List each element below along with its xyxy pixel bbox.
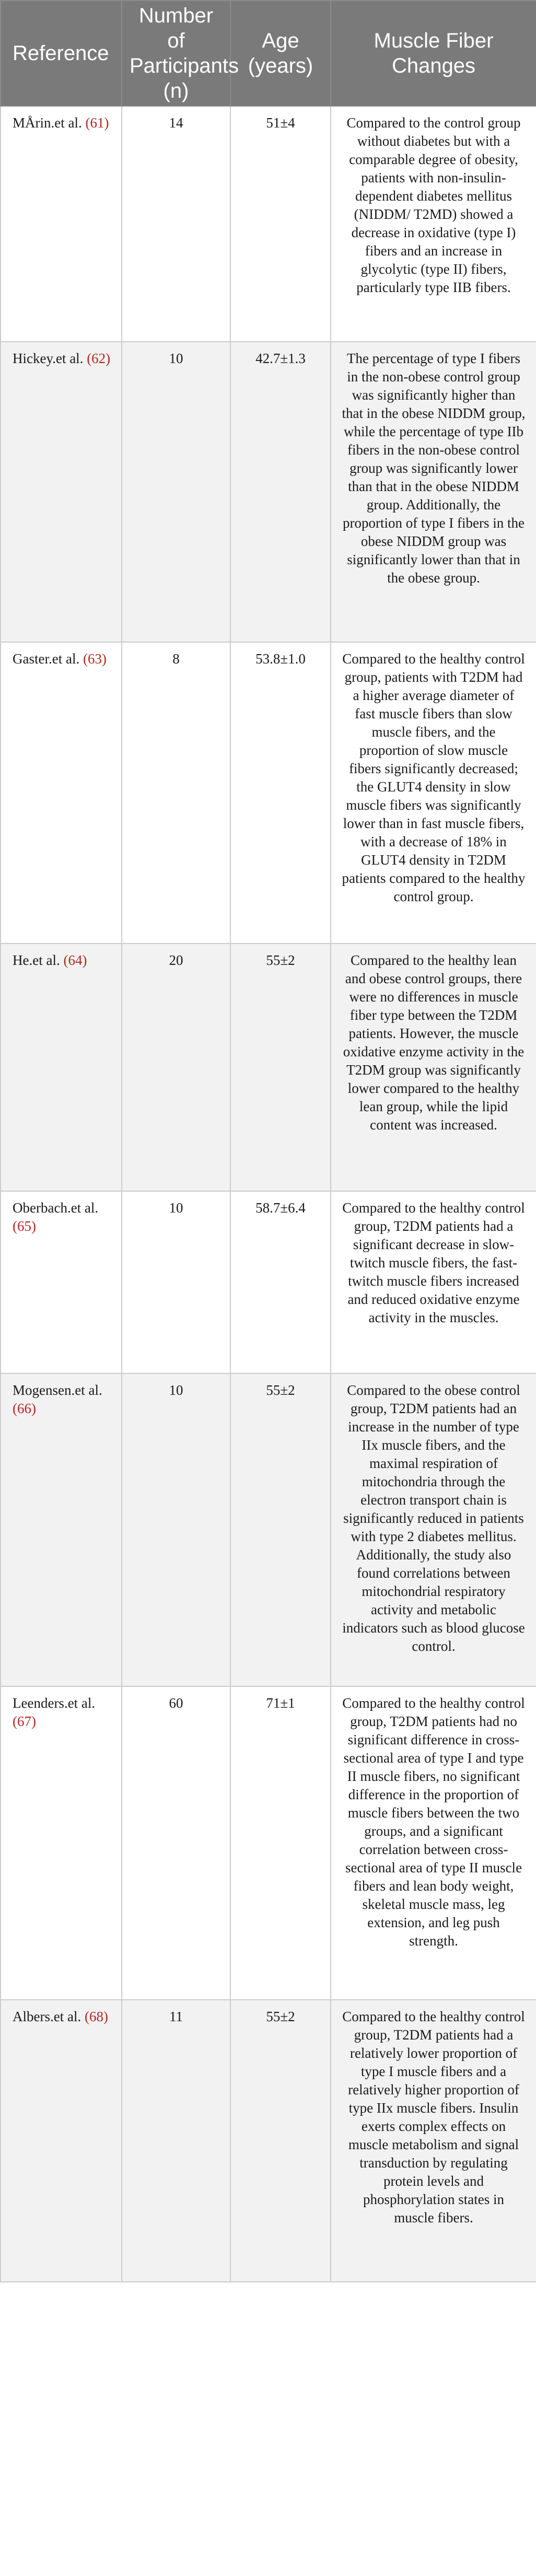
table-header: [1, 1, 536, 106]
fiber-changes-cell: Compared to the control group without diabetes but with a comparable degree of obesity, patients with non-insulin-dependent diabetes mellitus (NIDDM/ T2MD) showed a decrease in oxidative (type I) fibers and an increase in glycolytic (type II) fibers, particularly type IIB fibers.: [331, 106, 536, 342]
reference-cell: [1, 1373, 122, 1686]
header-participants: Number of Participants (n): [122, 1, 230, 106]
fiber-changes-cell: The percentage of type I fibers in the non-obese control group was significantly higher than that in the obese NIDDM group, while the percentage of type IIb fibers in the non-obese control group was significantly lower than that in the obese NIDDM group. Additionally, the proportion of type I fibers in the obese NIDDM group was significantly lower than that in the obese group.: [331, 342, 536, 642]
citation-link[interactable]: (61): [85, 115, 109, 131]
fiber-changes-cell: Compared to the healthy lean and obese control groups, there were no differences in muscle fiber type between the T2DM patients. However, the muscle oxidative enzyme activity in the T2DM group was significantly lower compared to the healthy lean group, while the lipid content was increased.: [331, 943, 536, 1191]
reference-text: Oberbach.et al.: [13, 1200, 99, 1216]
header-age: Age (years): [230, 1, 331, 106]
header-reference: Reference: [1, 1, 122, 106]
age-cell: 55±2: [230, 2000, 331, 2282]
table-row: [1, 106, 536, 342]
fiber-changes-cell: Compared to the healthy control group, T2DM patients had no significant difference in cross-sectional area of type I and type II muscle fibers, no significant difference in the proportion of muscle fibers between the two groups, and a significant correlation between cross-sectional area of type II muscle fibers and lean body weight, skeletal muscle mass, leg extension, and leg push strength.: [331, 1686, 536, 2000]
table-row: [1, 1191, 536, 1373]
reference-cell: [1, 642, 122, 943]
fiber-changes-cell: Compared to the healthy control group, T2DM patients had a significant decrease in slow-twitch muscle fibers, the fast-twitch muscle fibers increased and reduced oxidative enzyme activity in the muscles.: [331, 1191, 536, 1373]
reference-text: MÅrin.et al.: [13, 115, 82, 131]
fiber-changes-cell: Compared to the obese control group, T2DM patients had an increase in the number of type IIx muscle fibers, and the maximal respiration of mitochondria through the electron transport chain is significantly reduced in patients with type 2 diabetes mellitus. Additionally, the study also found correlations between mitochondrial respiratory activity and metabolic indicators such as blood glucose control.: [331, 1373, 536, 1686]
reference-text: Leenders.et al.: [13, 1695, 96, 1711]
participants-cell: 14: [122, 106, 230, 342]
table-row: [1, 943, 536, 1191]
citation-link[interactable]: (64): [63, 952, 87, 968]
fiber-changes-cell: Compared to the healthy control group, patients with T2DM had a higher average diameter of fast muscle fibers than slow muscle fibers, and the proportion of slow muscle fibers significantly decreased; the GLUT4 density in slow muscle fibers was significantly lower than in fast muscle fibers, with a decrease of 18% in GLUT4 density in T2DM patients compared to the healthy control group.: [331, 642, 536, 943]
table-row: [1, 642, 536, 943]
participants-cell: 60: [122, 1686, 230, 2000]
reference-cell: [1, 943, 122, 1191]
citation-link[interactable]: (66): [13, 1401, 36, 1416]
participants-cell: 8: [122, 642, 230, 943]
citation-link[interactable]: (68): [84, 2009, 108, 2024]
age-cell: 51±4: [230, 106, 331, 342]
table-body: [1, 106, 536, 2282]
age-cell: 55±2: [230, 943, 331, 1191]
reference-text: Hickey.et al.: [13, 351, 84, 366]
reference-text: He.et al.: [13, 952, 60, 968]
citation-link[interactable]: (63): [83, 651, 107, 667]
table-row: [1, 2000, 536, 2282]
reference-cell: [1, 1191, 122, 1373]
header-changes: Muscle Fiber Changes: [331, 1, 536, 106]
reference-cell: [1, 2000, 122, 2282]
age-cell: 71±1: [230, 1686, 331, 2000]
participants-cell: 10: [122, 1191, 230, 1373]
header-row: [1, 1, 536, 106]
reference-cell: [1, 1686, 122, 2000]
reference-cell: [1, 106, 122, 342]
age-cell: 42.7±1.3: [230, 342, 331, 642]
reference-text: Albers.et al.: [13, 2009, 81, 2024]
participants-cell: 10: [122, 342, 230, 642]
age-cell: 53.8±1.0: [230, 642, 331, 943]
participants-cell: 10: [122, 1373, 230, 1686]
table-row: [1, 1373, 536, 1686]
age-cell: 58.7±6.4: [230, 1191, 331, 1373]
table-row: [1, 342, 536, 642]
age-cell: 55±2: [230, 1373, 331, 1686]
table-row: [1, 1686, 536, 2000]
reference-cell: [1, 342, 122, 642]
reference-text: Mogensen.et al.: [13, 1382, 102, 1398]
participants-cell: 20: [122, 943, 230, 1191]
fiber-changes-cell: Compared to the healthy control group, T2DM patients had a relatively lower proportion of type I muscle fibers and a relatively higher proportion of type IIx muscle fibers. Insulin exerts complex effects on muscle metabolism and signal transduction by regulating protein levels and phosphorylation states in muscle fibers.: [331, 2000, 536, 2282]
citation-link[interactable]: (62): [87, 351, 111, 366]
citation-link[interactable]: (67): [13, 1714, 36, 1729]
citation-link[interactable]: (65): [13, 1218, 36, 1234]
participants-cell: 11: [122, 2000, 230, 2282]
reference-text: Gaster.et al.: [13, 651, 80, 667]
